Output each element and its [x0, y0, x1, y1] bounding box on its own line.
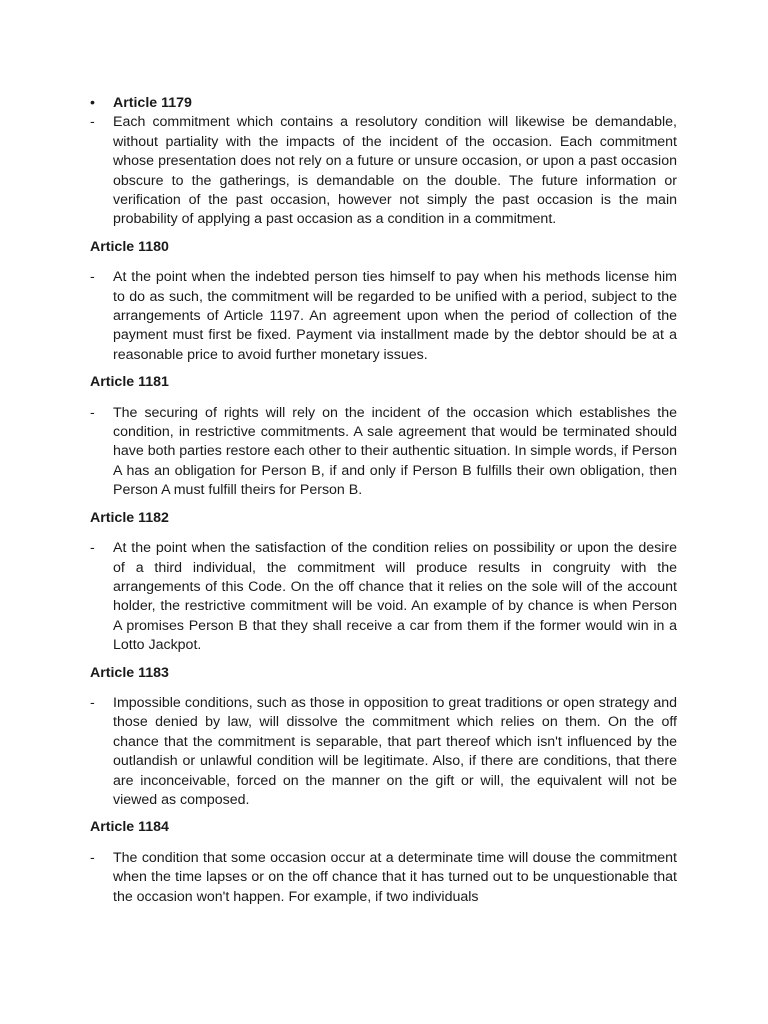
dash-marker: -	[90, 269, 95, 286]
article-body-text: Each commitment which contains a resolutory condition will likewise be demandable, without partiality with the impacts of the incident of the occasion. Each commitment whose presentation does not rely on a future or unsure occasion, or upon a past occasion obscure to the gatherings, is demandable on the double. The future information or verification of the past occasion, however not simply the past occasion is the main probability of applying a past occasion as a condition in a commitment.	[113, 114, 677, 228]
article-heading: Article 1181	[90, 374, 169, 391]
article-body-text: At the point when the satisfaction of the condition relies on possibility or upon the desire of a third individual, the commitment will produce results in congruity with the arrangements of this Code. On the off chance that it relies on the sole will of the account holder, the restrictive commitment will be void. An example of by chance is when Person A promises Person B that they shall receive a car from them if the former would win in a Lotto Jackpot.	[113, 540, 677, 654]
article-body	[90, 694, 677, 810]
article-1184	[90, 818, 677, 907]
article-body-text: Impossible conditions, such as those in opposition to great traditions or open strategy and those denied by law, will dissolve the commitment which relies on them. On the off chance that the commitment is separable, that part thereof which isn't influenced by the outlandish or unlawful condition will be legitimate. Also, if there are conditions, that there are inconceivable, forced on the manner on the gift or will, the equivalent will not be viewed as composed.	[113, 694, 677, 808]
dash-marker: -	[90, 114, 95, 131]
document-content	[90, 94, 677, 907]
article-heading	[90, 94, 677, 113]
article-body-text: At the point when the indebted person ties himself to pay when his methods license him to do as such, the commitment will be regarded to be unified with a period, subject to the arrangements of Article 1197. An agreement upon when the period of collection of the payment must first be fixed. Payment via installment made by the debtor should be at a reasonable price to avoid further monetary issues.	[113, 269, 677, 363]
article-heading-text: Article 1179	[113, 95, 192, 111]
article-body-text: The condition that some occasion occur at a determinate time will douse the commitment when the time lapses or on the off chance that it has turned out to be unquestionable that the occasion won't happen. For example, if two individuals	[113, 849, 677, 905]
article-heading: Article 1184	[90, 819, 169, 836]
article-body	[90, 113, 677, 229]
article-heading: Article 1180	[90, 238, 169, 255]
article-1179	[90, 94, 677, 230]
article-body	[90, 849, 677, 907]
dash-marker: -	[90, 849, 95, 866]
article-heading: Article 1182	[90, 509, 169, 526]
dash-marker: -	[90, 404, 95, 421]
dash-marker: -	[90, 540, 95, 557]
article-1183	[90, 664, 677, 811]
article-1181	[90, 373, 677, 500]
article-heading: Article 1183	[90, 664, 169, 681]
article-body	[90, 268, 677, 365]
article-body	[90, 404, 677, 501]
article-body-text: The securing of rights will rely on the incident of the occasion which establishes the condition, in restrictive commitments. A sale agreement that would be terminated should have both parties restore each other to their authentic situation. In simple words, if Person A has an obligation for Person B, if and only if Person B fulfills their own obligation, then Person A must fulfill theirs for Person B.	[113, 404, 677, 499]
article-1182	[90, 509, 677, 656]
article-1180	[90, 238, 677, 365]
article-body	[90, 539, 677, 655]
dash-marker: -	[90, 694, 95, 711]
bullet-icon: •	[90, 95, 95, 111]
